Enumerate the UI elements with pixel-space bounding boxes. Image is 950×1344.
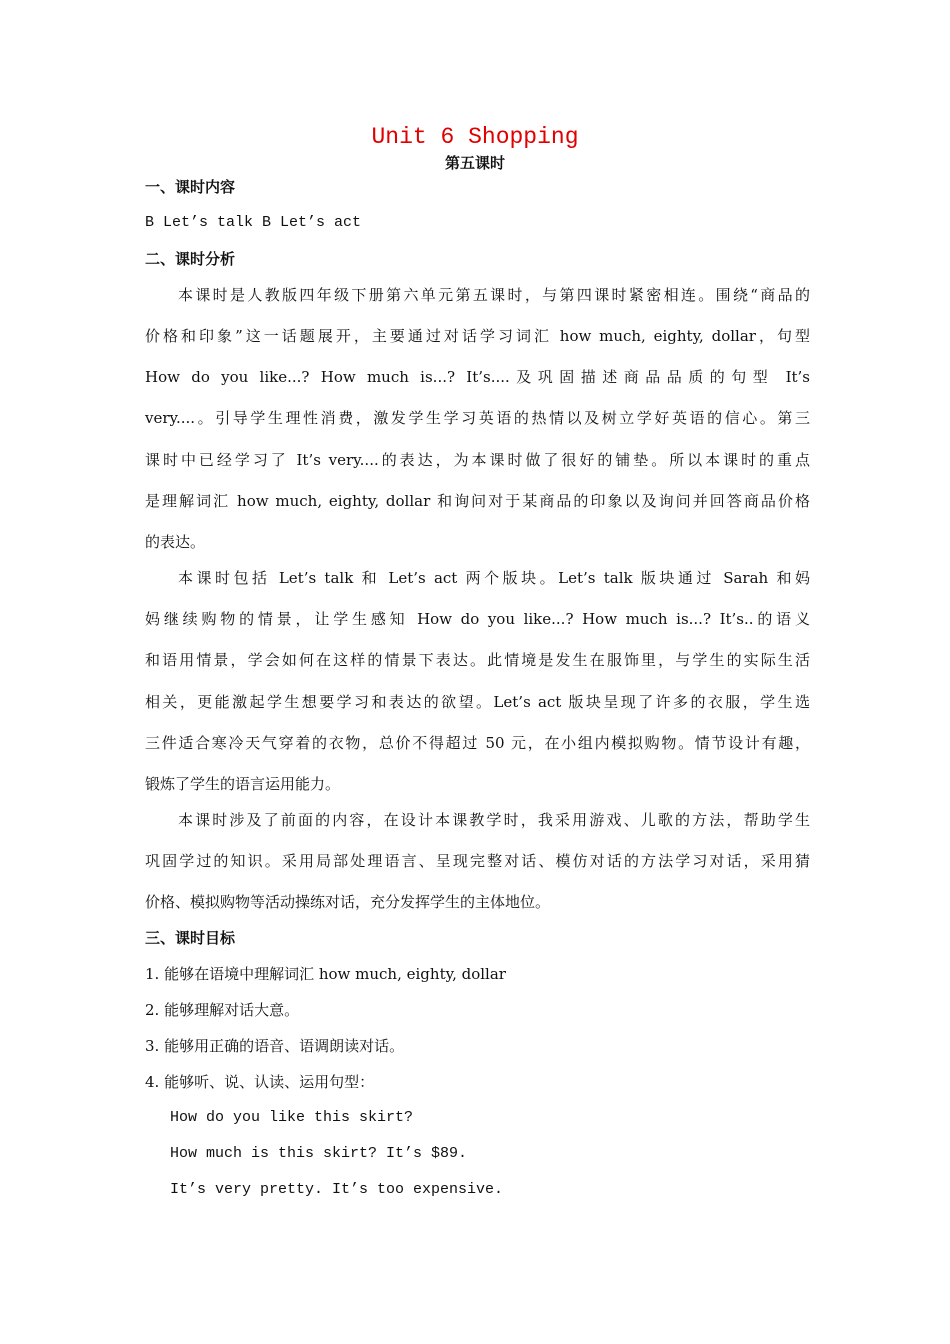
section-content-text: B Let’s talk B Let’s act bbox=[145, 214, 362, 231]
paragraph-line: very....。引导学生理性消费，激发学生学习英语的热情以及树立学好英语的信心。第三 bbox=[145, 409, 810, 427]
example-sentence: It’s very pretty. It’s too expensive. bbox=[170, 1181, 504, 1198]
paragraph-line: 价格和印象”这一话题展开，主要通过对话学习词汇 how much, eighty, dollar，句型 bbox=[145, 327, 810, 345]
paragraph-line: 巩固学过的知识。采用局部处理语言、呈现完整对话、模仿对话的方法学习对话，采用猜 bbox=[145, 852, 810, 870]
paragraph-line: 相关，更能激起学生想要学习和表达的欲望。Let’s act 版块呈现了许多的衣服，学生选 bbox=[145, 693, 810, 711]
section-heading-analysis: 二、课时分析 bbox=[145, 250, 236, 268]
paragraph-line: 锻炼了学生的语言运用能力。 bbox=[145, 775, 341, 793]
section-heading-content: 一、课时内容 bbox=[145, 178, 236, 196]
objective-item: 3. 能够用正确的语音、语调朗读对话。 bbox=[145, 1037, 405, 1055]
paragraph-line: 三件适合寒冷天气穿着的衣物，总价不得超过 50 元，在小组内模拟购物。情节设计有趣， bbox=[145, 734, 810, 752]
example-sentence: How much is this skirt? It’s $89. bbox=[170, 1145, 468, 1162]
paragraph-line: How do you like...? How much is...? It’s....及巩固描述商品品质的句型 It’s bbox=[145, 368, 810, 386]
paragraph-line: 妈继续购物的情景，让学生感知 How do you like...? How much is...? It’s..的语义 bbox=[145, 610, 810, 628]
paragraph-line: 本课时是人教版四年级下册第六单元第五课时，与第四课时紧密相连。围绕“商品的 bbox=[178, 286, 810, 304]
lesson-subtitle: 第五课时 bbox=[444, 154, 505, 172]
document-title: Unit 6 Shopping bbox=[371, 124, 579, 150]
paragraph-line: 是理解词汇 how much, eighty, dollar 和询问对于某商品的印象以及询问并回答商品价格 bbox=[145, 492, 810, 510]
paragraph-line: 和语用情景，学会如何在这样的情景下表达。此情境是发生在服饰里，与学生的实际生活 bbox=[145, 651, 810, 669]
objective-item: 1. 能够在语境中理解词汇 how much, eighty, dollar bbox=[145, 965, 506, 983]
paragraph-line: 本课时包括 Let’s talk 和 Let’s act 两个版块。Let’s talk 版块通过 Sarah 和妈 bbox=[178, 569, 810, 587]
paragraph-line: 的表达。 bbox=[145, 533, 206, 551]
paragraph-line: 课时中已经学习了 It’s very....的表达，为本课时做了很好的铺垫。所以本课时的重点 bbox=[145, 451, 810, 469]
example-sentence: How do you like this skirt? bbox=[170, 1109, 414, 1126]
paragraph-line: 本课时涉及了前面的内容，在设计本课教学时，我采用游戏、儿歌的方法，帮助学生 bbox=[178, 811, 810, 829]
paragraph-line: 价格、模拟购物等活动操练对话，充分发挥学生的主体地位。 bbox=[145, 893, 551, 911]
section-heading-objectives: 三、课时目标 bbox=[145, 929, 236, 947]
objective-item: 4. 能够听、说、认读、运用句型： bbox=[145, 1073, 375, 1091]
objective-item: 2. 能够理解对话大意。 bbox=[145, 1001, 300, 1019]
